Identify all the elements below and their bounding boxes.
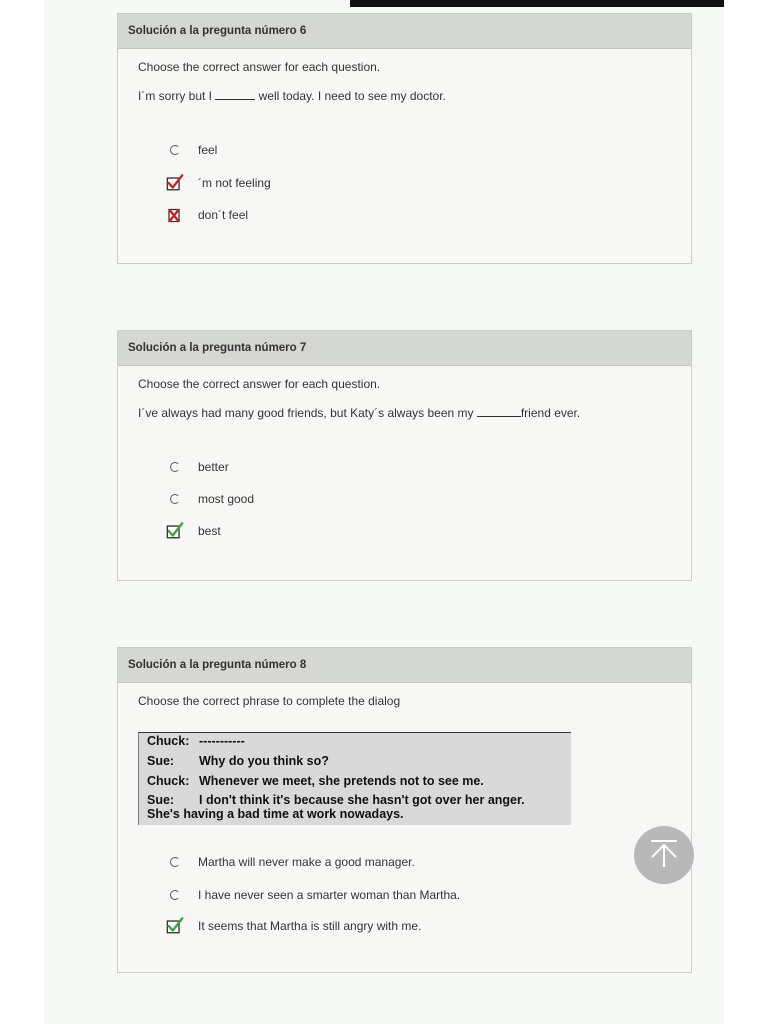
dialog-speaker: Sue: — [147, 754, 175, 768]
dialog-line — [147, 793, 525, 807]
dialog-line — [147, 807, 404, 821]
option-label: don´t feel — [198, 208, 249, 222]
prompt-before: I´ve always had many good friends, but Katy´s always been my — [138, 406, 477, 420]
option-most-good[interactable] — [166, 490, 254, 508]
option-label: It seems that Martha is still angry with me. — [198, 919, 422, 933]
question-prompt — [138, 406, 580, 420]
dialog-text: She's having a bad time at work nowadays. — [147, 807, 404, 821]
option-label: ´m not feeling — [198, 176, 271, 190]
prompt-after: well today. I need to see my doctor. — [255, 89, 446, 103]
prompt-after: friend ever. — [520, 406, 581, 420]
checkmark-icon — [166, 522, 184, 540]
dialog-text: I don't think it's because she hasn't got over her anger. — [199, 793, 525, 807]
question-card-7 — [117, 330, 692, 581]
option-best[interactable] — [166, 522, 221, 540]
dialog-text: Whenever we meet, she pretends not to see me. — [199, 774, 484, 788]
option-not-feeling[interactable] — [166, 174, 271, 192]
dialog-line — [147, 754, 329, 768]
card-header: Solución a la pregunta número 8 — [118, 648, 691, 683]
answer-blank — [477, 407, 521, 417]
option-label: best — [198, 524, 221, 538]
checkmark-icon — [166, 917, 184, 935]
option-label: Martha will never make a good manager. — [198, 855, 415, 869]
card-header: Solución a la pregunta número 6 — [118, 14, 691, 49]
dialog-line — [147, 774, 484, 788]
dialog-speaker: Chuck: — [147, 774, 190, 788]
answer-blank — [215, 90, 255, 100]
option-better[interactable] — [166, 458, 229, 476]
option-smarter-woman[interactable] — [166, 886, 460, 904]
option-dont-feel[interactable] — [166, 206, 248, 224]
radio-button[interactable] — [166, 886, 184, 904]
card-header: Solución a la pregunta número 7 — [118, 331, 691, 366]
option-label: most good — [198, 492, 255, 506]
radio-button[interactable] — [166, 490, 184, 508]
radio-button[interactable] — [166, 141, 184, 159]
radio-button[interactable] — [166, 458, 184, 476]
instruction-text: Choose the correct phrase to complete the dialog — [138, 694, 401, 708]
prompt-before: I´m sorry but I — [138, 89, 216, 103]
instruction-text: Choose the correct answer for each question. — [138, 60, 381, 74]
top-bar — [350, 0, 724, 7]
dialog-line — [147, 734, 245, 748]
wrong-cross-icon — [166, 206, 184, 224]
dialog-speaker: Sue: — [147, 793, 175, 807]
question-card-6 — [117, 13, 692, 264]
option-label: feel — [198, 143, 218, 157]
option-label: I have never seen a smarter woman than Martha. — [198, 888, 461, 902]
instruction-text: Choose the correct answer for each question. — [138, 377, 381, 391]
option-feel[interactable] — [166, 141, 217, 159]
dialog-text: ----------- — [199, 734, 245, 748]
dialog-speaker: Chuck: — [147, 734, 190, 748]
option-label: better — [198, 460, 229, 474]
option-never-good-manager[interactable] — [166, 853, 415, 871]
scroll-to-top-button[interactable] — [634, 826, 694, 884]
dialog-box — [138, 732, 571, 825]
arrow-up-to-top-icon — [647, 836, 681, 875]
option-still-angry[interactable] — [166, 917, 421, 935]
checkmark-icon — [166, 174, 184, 192]
question-prompt — [138, 89, 446, 103]
dialog-text: Why do you think so? — [199, 754, 329, 768]
radio-button[interactable] — [166, 853, 184, 871]
question-card-8 — [117, 647, 692, 973]
